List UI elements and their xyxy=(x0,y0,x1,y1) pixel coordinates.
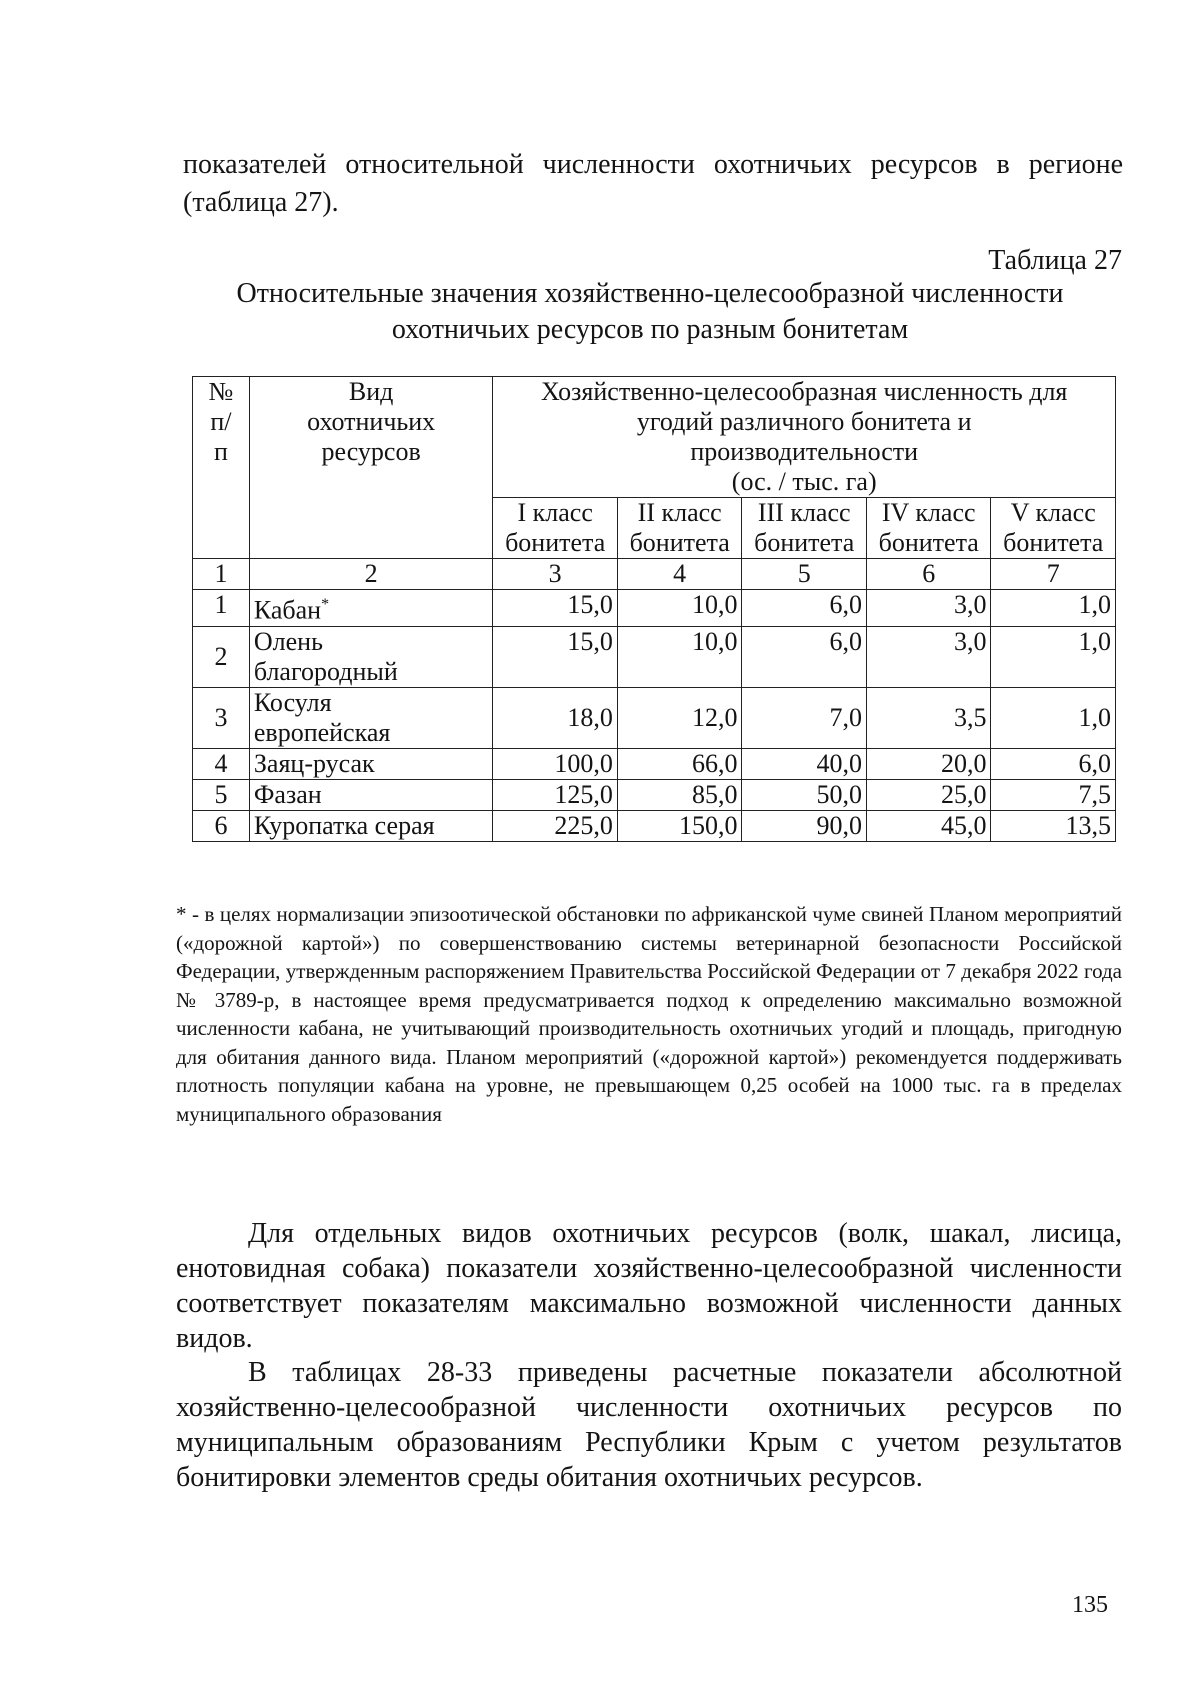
row-number: 6 xyxy=(193,810,250,841)
species-name: Куропатка серая xyxy=(249,810,493,841)
table-number: Таблица 27 xyxy=(988,245,1122,276)
table-row xyxy=(193,810,1116,841)
row-number: 3 xyxy=(193,687,250,748)
value-cell: 66,0 xyxy=(617,748,742,779)
table-row xyxy=(193,590,1116,627)
header-num: № п/ п xyxy=(193,377,250,559)
value-cell: 90,0 xyxy=(742,810,867,841)
column-number-row xyxy=(193,559,1116,590)
table-row xyxy=(193,779,1116,810)
value-cell: 1,0 xyxy=(991,590,1116,627)
row-number: 1 xyxy=(193,590,250,627)
body-paragraph-1: Для отдельных видов охотничьих ресурсов (волк, шакал, лисица, енотовидная собака) показатели хозяйственно-целесообразной численности соответствует показателям максимально возможной численности данных видов. xyxy=(176,1218,1122,1354)
table-row xyxy=(193,687,1116,748)
value-cell: 15,0 xyxy=(493,590,618,627)
column-number: 7 xyxy=(991,559,1116,590)
table-row xyxy=(193,748,1116,779)
value-cell: 85,0 xyxy=(617,779,742,810)
header-class-1: I класс бонитета xyxy=(493,498,618,559)
column-number: 3 xyxy=(493,559,618,590)
header-class-2: II класс бонитета xyxy=(617,498,742,559)
species-name: Олень благородный xyxy=(249,626,493,687)
header-class-5: V класс бонитета xyxy=(991,498,1116,559)
value-cell: 150,0 xyxy=(617,810,742,841)
table-footnote: * - в целях нормализации эпизоотической обстановки по африканской чуме свиней Планом мероприятий («дорожной картой») по совершенствованию системы ветеринарной безопасности Российской Федерации, утвержденным распоряжением Правительства Российской Федерации от 7 декабря 2022 года № 3789-р, в настоящее время предусматривается подход к определению максимально возможной численности кабана, не учитывающий производительность охотничьих угодий и площадь, пригодную для обитания данного вида. Планом мероприятий («дорожной картой») рекомендуется поддерживать плотность популяции кабана на уровне, не превышающем 0,25 особей на 1000 тыс. га в пределах муниципального образования xyxy=(176,902,1122,1126)
value-cell: 6,0 xyxy=(742,626,867,687)
intro-paragraph: показателей относительной численности охотничьих ресурсов в регионе (таблица 27). xyxy=(183,149,1123,218)
value-cell: 6,0 xyxy=(742,590,867,627)
value-cell: 3,0 xyxy=(866,626,991,687)
table-row xyxy=(193,626,1116,687)
species-name: Фазан xyxy=(249,779,493,810)
value-cell: 40,0 xyxy=(742,748,867,779)
column-number: 1 xyxy=(193,559,250,590)
value-cell: 15,0 xyxy=(493,626,618,687)
population-table xyxy=(192,376,1116,842)
table-title xyxy=(190,276,1110,348)
value-cell: 3,5 xyxy=(866,687,991,748)
species-name: Кабан* xyxy=(249,590,493,627)
column-number: 6 xyxy=(866,559,991,590)
table-title-line-2: охотничьих ресурсов по разным бонитетам xyxy=(391,314,909,345)
value-cell: 20,0 xyxy=(866,748,991,779)
value-cell: 10,0 xyxy=(617,626,742,687)
value-cell: 13,5 xyxy=(991,810,1116,841)
species-name: Косуля европейская xyxy=(249,687,493,748)
header-class-3: III класс бонитета xyxy=(742,498,867,559)
value-cell: 3,0 xyxy=(866,590,991,627)
value-cell: 50,0 xyxy=(742,779,867,810)
value-cell: 25,0 xyxy=(866,779,991,810)
value-cell: 125,0 xyxy=(493,779,618,810)
value-cell: 100,0 xyxy=(493,748,618,779)
header-class-4: IV класс бонитета xyxy=(866,498,991,559)
column-number: 5 xyxy=(742,559,867,590)
species-name: Заяц-русак xyxy=(249,748,493,779)
header-species: Вид охотничьих ресурсов xyxy=(249,377,493,559)
header-group: Хозяйственно-целесообразная численность для угодий различного бонитета и производительности (ос. / тыс. га) xyxy=(493,377,1116,498)
value-cell: 10,0 xyxy=(617,590,742,627)
column-number: 4 xyxy=(617,559,742,590)
value-cell: 12,0 xyxy=(617,687,742,748)
row-number: 5 xyxy=(193,779,250,810)
value-cell: 1,0 xyxy=(991,626,1116,687)
value-cell: 45,0 xyxy=(866,810,991,841)
value-cell: 7,5 xyxy=(991,779,1116,810)
value-cell: 7,0 xyxy=(742,687,867,748)
table-title-line-1: Относительные значения хозяйственно-целесообразной численности xyxy=(236,278,1064,309)
table-header-row xyxy=(193,377,1116,498)
column-number: 2 xyxy=(249,559,493,590)
value-cell: 1,0 xyxy=(991,687,1116,748)
page-number: 135 xyxy=(1072,1592,1108,1618)
row-number: 2 xyxy=(193,626,250,687)
value-cell: 6,0 xyxy=(991,748,1116,779)
footnote-mark: * xyxy=(321,596,330,613)
value-cell: 225,0 xyxy=(493,810,618,841)
value-cell: 18,0 xyxy=(493,687,618,748)
body-paragraph-2: В таблицах 28-33 приведены расчетные показатели абсолютной хозяйственно-целесообразной численности охотничьих ресурсов по муниципальным образованиям Республики Крым с учетом результатов бонитировки элементов среды обитания охотничьих ресурсов. xyxy=(176,1357,1122,1493)
row-number: 4 xyxy=(193,748,250,779)
